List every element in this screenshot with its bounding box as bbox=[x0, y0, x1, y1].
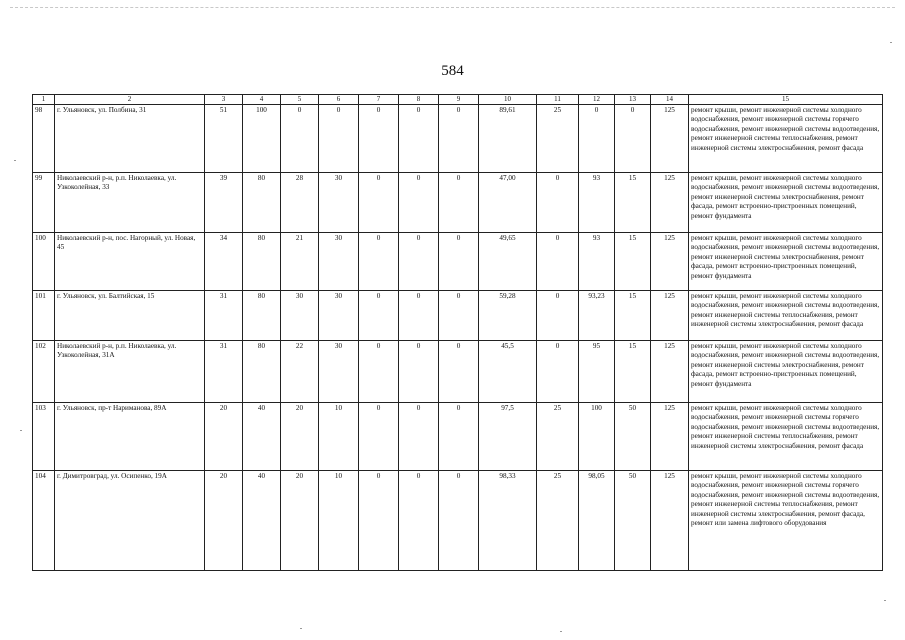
column-header-4: 4 bbox=[243, 95, 281, 105]
value-cell: 0 bbox=[399, 233, 439, 291]
header-row bbox=[33, 95, 883, 105]
value-cell: 0 bbox=[439, 173, 479, 233]
column-header-6: 6 bbox=[319, 95, 359, 105]
value-cell: 50 bbox=[615, 471, 651, 571]
value-cell: 93 bbox=[579, 173, 615, 233]
value-cell: 99 bbox=[33, 173, 55, 233]
works-cell: ремонт крыши, ремонт инженерной системы холодного водоснабжения, ремонт инженерной системы горячего водоснабжения, ремонт инженерной системы водоотведения, ремонт инженерной системы теплоснабжения, ремонт инженерной системы электроснабжения, ремонт фасада bbox=[689, 105, 883, 173]
value-cell: 125 bbox=[651, 291, 689, 341]
column-header-13: 13 bbox=[615, 95, 651, 105]
table-row bbox=[33, 291, 883, 341]
works-cell: ремонт крыши, ремонт инженерной системы холодного водоснабжения, ремонт инженерной системы горячего водоснабжения, ремонт инженерной системы водоотведения, ремонт инженерной системы теплоснабжения, ремонт инженерной системы электроснабжения, ремонт фасада bbox=[689, 403, 883, 471]
value-cell: 39 bbox=[205, 173, 243, 233]
value-cell: 15 bbox=[615, 291, 651, 341]
works-cell: ремонт крыши, ремонт инженерной системы холодного водоснабжения, ремонт инженерной системы водоотведения, ремонт инженерной системы теплоснабжения, ремонт инженерной системы электроснабжения, ремонт фасада bbox=[689, 291, 883, 341]
value-cell: 98,33 bbox=[479, 471, 537, 571]
column-header-3: 3 bbox=[205, 95, 243, 105]
scan-speck bbox=[14, 160, 16, 161]
column-header-9: 9 bbox=[439, 95, 479, 105]
value-cell: 0 bbox=[579, 105, 615, 173]
value-cell: 47,00 bbox=[479, 173, 537, 233]
value-cell: 28 bbox=[281, 173, 319, 233]
value-cell: 0 bbox=[399, 471, 439, 571]
value-cell: 0 bbox=[615, 105, 651, 173]
works-cell: ремонт крыши, ремонт инженерной системы холодного водоснабжения, ремонт инженерной системы водоотведения, ремонт инженерной системы электроснабжения, ремонт фасада, ремонт встроенно-пристроенных помещений, ремонт фундамента bbox=[689, 233, 883, 291]
scan-speck bbox=[560, 631, 562, 632]
value-cell: 102 bbox=[33, 341, 55, 403]
table-row bbox=[33, 471, 883, 571]
value-cell: 0 bbox=[359, 233, 399, 291]
value-cell: 125 bbox=[651, 341, 689, 403]
column-header-2: 2 bbox=[55, 95, 205, 105]
value-cell: 31 bbox=[205, 291, 243, 341]
value-cell: 10 bbox=[319, 471, 359, 571]
value-cell: 0 bbox=[439, 105, 479, 173]
value-cell: 80 bbox=[243, 173, 281, 233]
column-header-15: 15 bbox=[689, 95, 883, 105]
value-cell: 30 bbox=[319, 291, 359, 341]
address-cell: г. Ульяновск, пр-т Нариманова, 89А bbox=[55, 403, 205, 471]
value-cell: 30 bbox=[281, 291, 319, 341]
value-cell: 25 bbox=[537, 105, 579, 173]
value-cell: 30 bbox=[319, 173, 359, 233]
address-cell: г. Ульяновск, ул. Балтийская, 15 bbox=[55, 291, 205, 341]
value-cell: 89,61 bbox=[479, 105, 537, 173]
scan-edge-line bbox=[10, 7, 895, 8]
value-cell: 0 bbox=[359, 105, 399, 173]
value-cell: 0 bbox=[359, 341, 399, 403]
address-cell: Николаевский р-н, р.п. Николаевка, ул. Узкоколейная, 33 bbox=[55, 173, 205, 233]
value-cell: 59,28 bbox=[479, 291, 537, 341]
value-cell: 80 bbox=[243, 341, 281, 403]
works-cell: ремонт крыши, ремонт инженерной системы холодного водоснабжения, ремонт инженерной системы водоотведения, ремонт инженерной системы электроснабжения, ремонт фасада, ремонт встроенно-пристроенных помещений, ремонт фундамента bbox=[689, 341, 883, 403]
address-cell: Николаевский р-н, р.п. Николаевка, ул. Узкоколейная, 31А bbox=[55, 341, 205, 403]
works-cell: ремонт крыши, ремонт инженерной системы холодного водоснабжения, ремонт инженерной системы водоотведения, ремонт инженерной системы электроснабжения, ремонт фасада, ремонт встроенно-пристроенных помещений, ремонт фундамента bbox=[689, 173, 883, 233]
value-cell: 100 bbox=[33, 233, 55, 291]
column-header-10: 10 bbox=[479, 95, 537, 105]
value-cell: 0 bbox=[439, 291, 479, 341]
value-cell: 0 bbox=[439, 403, 479, 471]
value-cell: 20 bbox=[205, 403, 243, 471]
value-cell: 40 bbox=[243, 471, 281, 571]
page-number: 584 bbox=[441, 63, 464, 79]
value-cell: 0 bbox=[537, 233, 579, 291]
value-cell: 101 bbox=[33, 291, 55, 341]
value-cell: 0 bbox=[399, 341, 439, 403]
address-cell: г. Ульяновск, ул. Полбина, 31 bbox=[55, 105, 205, 173]
value-cell: 0 bbox=[537, 173, 579, 233]
value-cell: 0 bbox=[439, 233, 479, 291]
value-cell: 49,65 bbox=[479, 233, 537, 291]
value-cell: 0 bbox=[319, 105, 359, 173]
value-cell: 0 bbox=[399, 403, 439, 471]
value-cell: 15 bbox=[615, 341, 651, 403]
value-cell: 93 bbox=[579, 233, 615, 291]
value-cell: 100 bbox=[579, 403, 615, 471]
value-cell: 125 bbox=[651, 173, 689, 233]
value-cell: 103 bbox=[33, 403, 55, 471]
value-cell: 80 bbox=[243, 291, 281, 341]
value-cell: 10 bbox=[319, 403, 359, 471]
value-cell: 34 bbox=[205, 233, 243, 291]
table-row bbox=[33, 341, 883, 403]
value-cell: 20 bbox=[281, 471, 319, 571]
table-row bbox=[33, 173, 883, 233]
value-cell: 50 bbox=[615, 403, 651, 471]
address-cell: Николаевский р-н, пос. Нагорный, ул. Новая, 45 bbox=[55, 233, 205, 291]
table-row bbox=[33, 233, 883, 291]
value-cell: 0 bbox=[399, 105, 439, 173]
value-cell: 93,23 bbox=[579, 291, 615, 341]
table-row bbox=[33, 105, 883, 173]
column-header-1: 1 bbox=[33, 95, 55, 105]
value-cell: 30 bbox=[319, 233, 359, 291]
address-cell: г. Димитровград, ул. Осипенко, 19А bbox=[55, 471, 205, 571]
value-cell: 125 bbox=[651, 471, 689, 571]
value-cell: 40 bbox=[243, 403, 281, 471]
value-cell: 0 bbox=[281, 105, 319, 173]
value-cell: 97,5 bbox=[479, 403, 537, 471]
value-cell: 0 bbox=[439, 341, 479, 403]
value-cell: 45,5 bbox=[479, 341, 537, 403]
repair-program-table bbox=[32, 94, 883, 571]
scan-speck bbox=[20, 430, 22, 431]
value-cell: 15 bbox=[615, 233, 651, 291]
value-cell: 0 bbox=[359, 291, 399, 341]
value-cell: 0 bbox=[399, 291, 439, 341]
works-cell: ремонт крыши, ремонт инженерной системы холодного водоснабжения, ремонт инженерной системы горячего водоснабжения, ремонт инженерной системы водоотведения, ремонт инженерной системы теплоснабжения, ремонт инженерной системы электроснабжения, ремонт фасада, ремонт или замена лифтового оборудования bbox=[689, 471, 883, 571]
value-cell: 20 bbox=[205, 471, 243, 571]
value-cell: 25 bbox=[537, 471, 579, 571]
value-cell: 0 bbox=[359, 471, 399, 571]
scan-speck bbox=[884, 600, 886, 601]
scan-speck bbox=[300, 628, 302, 629]
value-cell: 30 bbox=[319, 341, 359, 403]
value-cell: 0 bbox=[537, 341, 579, 403]
value-cell: 15 bbox=[615, 173, 651, 233]
value-cell: 98,05 bbox=[579, 471, 615, 571]
value-cell: 0 bbox=[537, 291, 579, 341]
value-cell: 31 bbox=[205, 341, 243, 403]
value-cell: 20 bbox=[281, 403, 319, 471]
value-cell: 0 bbox=[439, 471, 479, 571]
value-cell: 125 bbox=[651, 403, 689, 471]
value-cell: 21 bbox=[281, 233, 319, 291]
column-header-12: 12 bbox=[579, 95, 615, 105]
column-header-11: 11 bbox=[537, 95, 579, 105]
value-cell: 0 bbox=[399, 173, 439, 233]
value-cell: 100 bbox=[243, 105, 281, 173]
column-header-14: 14 bbox=[651, 95, 689, 105]
table-body bbox=[33, 105, 883, 571]
value-cell: 80 bbox=[243, 233, 281, 291]
value-cell: 125 bbox=[651, 105, 689, 173]
value-cell: 104 bbox=[33, 471, 55, 571]
value-cell: 125 bbox=[651, 233, 689, 291]
value-cell: 98 bbox=[33, 105, 55, 173]
column-header-8: 8 bbox=[399, 95, 439, 105]
column-header-5: 5 bbox=[281, 95, 319, 105]
value-cell: 51 bbox=[205, 105, 243, 173]
value-cell: 22 bbox=[281, 341, 319, 403]
value-cell: 25 bbox=[537, 403, 579, 471]
value-cell: 95 bbox=[579, 341, 615, 403]
scan-speck bbox=[890, 42, 892, 43]
value-cell: 0 bbox=[359, 403, 399, 471]
table-row bbox=[33, 403, 883, 471]
value-cell: 0 bbox=[359, 173, 399, 233]
column-header-7: 7 bbox=[359, 95, 399, 105]
